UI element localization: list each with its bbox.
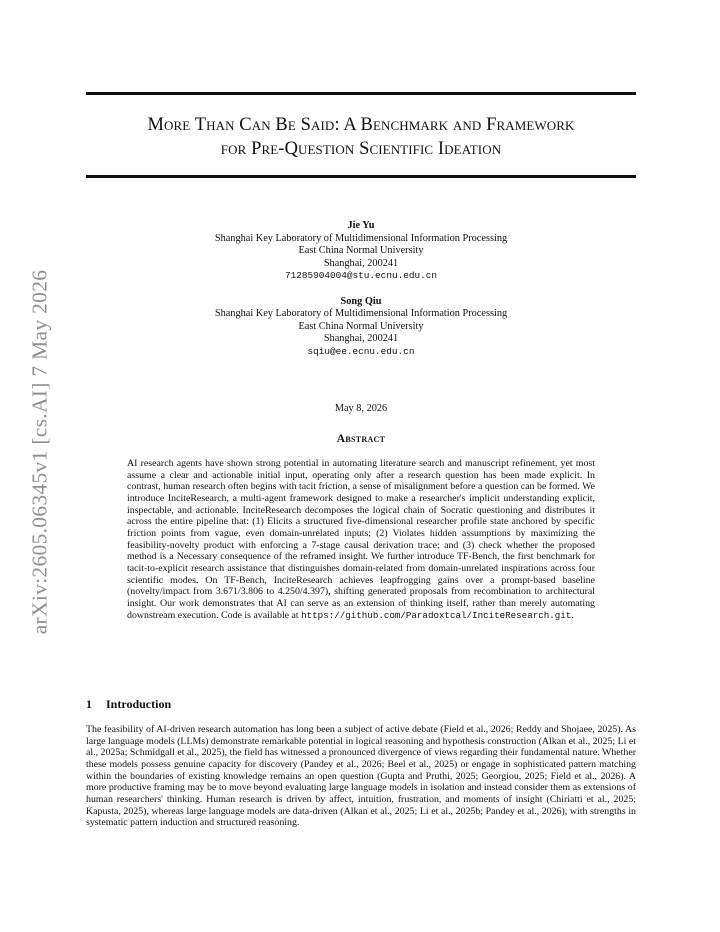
author-block — [86, 220, 636, 283]
arxiv-identifier[interactable]: arXiv:2605.06345v1 [cs.AI] 7 May 2026 — [27, 269, 52, 635]
author-list — [86, 220, 636, 371]
publication-date: May 8, 2026 — [334, 403, 388, 414]
author-email[interactable]: 71285904004@stu.ecnu.edu.cn — [285, 270, 437, 281]
author-email[interactable]: sqiu@ee.ecnu.edu.cn — [307, 345, 415, 357]
paper-title — [86, 113, 636, 161]
author-name: Song Qiu — [340, 295, 382, 307]
code-repository-link[interactable]: https://github.com/Paradoxtcal/InciteResearch.git — [301, 609, 572, 621]
abstract-text-end: . — [571, 609, 574, 621]
abstract-heading: Abstract — [336, 433, 386, 445]
author-affiliation: Shanghai Key Laboratory of Multidimensional Information Processing — [214, 232, 508, 244]
abstract-body — [127, 458, 595, 621]
author-affiliation: Shanghai Key Laboratory of Multidimensional Information Processing — [214, 308, 508, 319]
author-university: East China Normal University — [298, 320, 424, 332]
author-city: Shanghai, 200241 — [323, 333, 399, 344]
abstract-text: AI research agents have shown strong potential in automating literature search and manuscript refinement, yet most assume a clear and actionable initial input, operating only after a research question has been made explicit. In contrast, human research often begins with tacit friction, a sense of misalignment before a question can be formed. We introduce InciteResearch, a multi-agent framework designed to make a researcher's implicit understanding explicit, inspectable, and actionable. InciteResearch decomposes the logical chain of Socratic questioning and distributes it across the entire pipeline that: (1) Elicits a structured five-dimensional researcher profile state anchored by specific friction points from vague, even domain-unrelated inputs; (2) Violates hidden assumptions by maximizing the feasibility-novelty product with enforcing a 7-stage causal derivation trace; and (3) check whether the proposed method is a Necessary consequence of the reframed insight. We further introduce TF-Bench, the first benchmark for tacit-to-explicit research assistance that distinguishes domain-related from domain-unrelated inspirations across four scientific modes. On TF-Bench, InciteResearch achieves leapfrogging gains over a prompt-based baseline (novelty/impact from 3.671/3.806 to 4.250/4.397), shifting generated proposals from recombination to architectural insight. Our work demonstrates that AI can serve as an extension of thinking itself, rather than merely automating downstream execution. Code is available at — [127, 458, 595, 621]
section-title: Introduction — [106, 697, 172, 711]
author-block — [86, 296, 636, 359]
title-line-1: More Than Can Be Said: A Benchmark and Framework — [147, 115, 575, 135]
section-number: 1 — [86, 697, 92, 711]
section-heading — [86, 697, 171, 712]
title-line-2: for Pre-Question Scientific Ideation — [220, 139, 502, 159]
author-city: Shanghai, 200241 — [323, 257, 399, 269]
author-name: Jie Yu — [347, 220, 375, 231]
title-bottom-rule — [86, 175, 636, 178]
introduction-paragraph: The feasibility of AI-driven research automation has long been a subject of active debate (Field et al., 2026; Reddy and Shojaee, 2025). As large language models (LLMs) demonstrate remarkable potential in logical reasoning and hypothesis construction (Alkan et al., 2025; Li et al., 2025a; Schmidgall et al., 2025), the field has witnessed a pronounced divergence of views regarding their fundamental nature. Whether these models possess genuine capacity for discovery (Pandey et al., 2026; Beel et al., 2025) or engage in sophisticated pattern matching within the boundaries of existing knowledge remains an open question (Gupta and Pruthi, 2025; Georgiou, 2025; Field et al., 2026). A more productive framing may be to move beyond evaluating large language models in isolation and instead consider them as extensions of human researchers' thinking. Human research is driven by affect, intuition, frustration, and moments of insight (Chiriatti et al., 2025; Kapusta, 2025), whereas large language models are data-driven (Alkan et al., 2025; Li et al., 2025b; Pandey et al., 2026), with strengths in systematic pattern induction and structured reasoning. — [86, 724, 636, 829]
author-university: East China Normal University — [298, 245, 424, 256]
title-top-rule — [86, 92, 636, 95]
